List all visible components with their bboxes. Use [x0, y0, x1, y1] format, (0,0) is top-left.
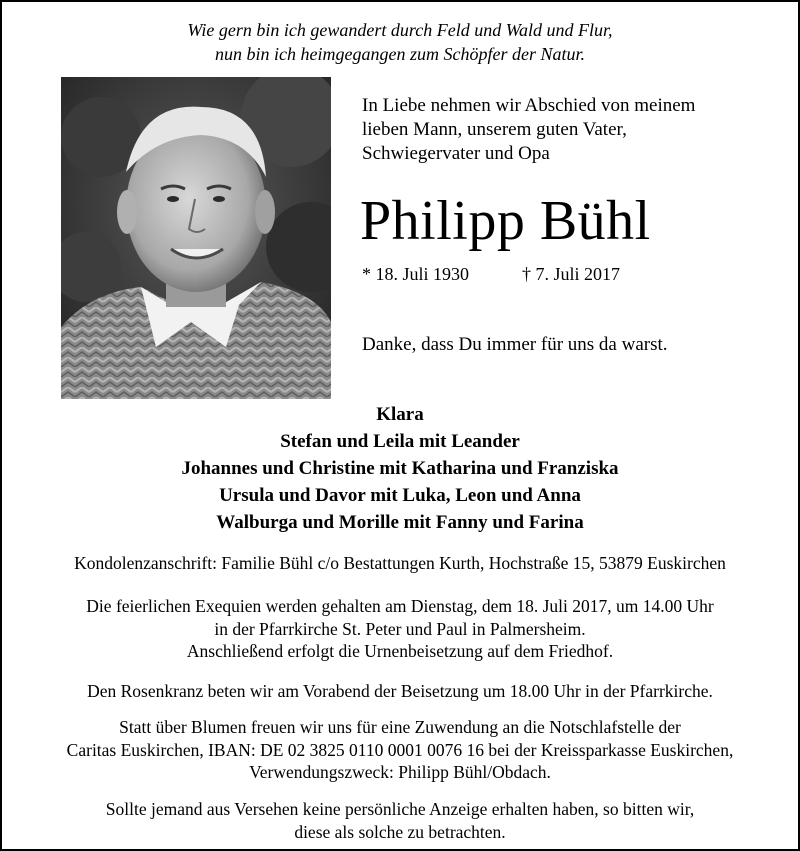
- death-date: † 7. Juli 2017: [522, 264, 621, 284]
- motto-line: Wie gern bin ich gewandert durch Feld und Wald und Flur,: [187, 20, 613, 40]
- family-member: Johannes und Christine mit Katharina und Franziska: [181, 458, 619, 479]
- donation-line: Statt über Blumen freuen wir uns für eine Zuwendung an die Notschlafstelle der: [119, 717, 681, 737]
- notice-line: diese als solche zu betrachten.: [294, 821, 506, 842]
- exequies-line: Die feierlichen Exequien werden gehalten am Dienstag, dem 18. Juli 2017, um 14.00 Uhr: [86, 596, 714, 616]
- donation-line: Caritas Euskirchen, IBAN: DE 02 3825 0110 0001 0076 16 bei der Kreissparkasse Euskirchen,: [66, 739, 734, 760]
- intro-text: [362, 94, 695, 166]
- intro-line: In Liebe nehmen wir Abschied von meinem: [362, 95, 696, 116]
- portrait-photo: [61, 77, 331, 399]
- birth-date: * 18. Juli 1930: [362, 264, 470, 284]
- exequies-info: [2, 595, 798, 663]
- motto-line: nun bin ich heimgegangen zum Schöpfer der Natur.: [215, 44, 585, 64]
- thanks-line: Danke, dass Du immer für uns da warst.: [362, 334, 668, 355]
- donation-line: Verwendungszweck: Philipp Bühl/Obdach.: [249, 762, 551, 782]
- intro-line: Schwiegervater und Opa: [362, 143, 550, 164]
- family-list: [2, 401, 798, 536]
- family-member: Ursula und Davor mit Luka, Leon und Anna: [219, 485, 581, 506]
- notice-info: [2, 798, 798, 843]
- intro-line: lieben Mann, unserem guten Vater,: [362, 119, 627, 140]
- notice-line: Sollte jemand aus Versehen keine persönliche Anzeige erhalten haben, so bitten wir,: [105, 799, 695, 819]
- family-member: Klara: [376, 404, 424, 425]
- family-member: Stefan und Leila mit Leander: [280, 431, 520, 452]
- rosary-line: Den Rosenkranz beten wir am Vorabend der Beisetzung um 18.00 Uhr in der Pfarrkirche.: [87, 681, 713, 701]
- exequies-line: Anschließend erfolgt die Urnenbeisetzung auf dem Friedhof.: [186, 641, 614, 661]
- condolence-line: Kondolenzanschrift: Familie Bühl c/o Bestattungen Kurth, Hochstraße 15, 53879 Euskirchen: [74, 553, 726, 573]
- condolence-address: [2, 552, 798, 575]
- motto-verse: [2, 18, 798, 66]
- exequies-line: in der Pfarrkirche St. Peter und Paul in Palmersheim.: [214, 618, 586, 639]
- deceased-name: Philipp Bühl: [360, 190, 651, 252]
- family-member: Walburga und Morille mit Fanny und Farina: [216, 512, 584, 533]
- donation-info: [2, 716, 798, 784]
- life-dates: [362, 262, 621, 286]
- rosary-info: [2, 680, 798, 703]
